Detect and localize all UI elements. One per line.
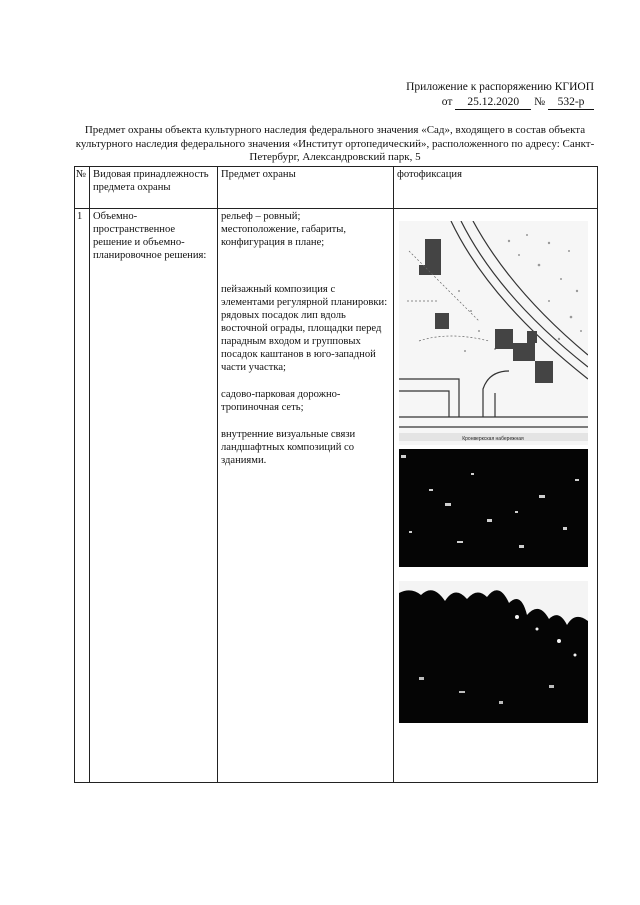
site-plan-map-image (399, 221, 588, 445)
row-photos (394, 209, 598, 783)
subject-paths: садово-парковая дорожно-тропиночная сеть; (221, 389, 341, 413)
subject-plantings: рядовых посадок лип вдоль восточной ограды, площадки перед парадным входом и групповых посадок каштанов в юго-западной части участка; (221, 310, 382, 373)
header-kind: Видовая принадлежность предмета охраны (90, 167, 218, 209)
row-number: 1 (75, 209, 90, 783)
row-kind: Объемно-пространственное решение и объемно-планировочное решения: (90, 209, 218, 783)
header-subject: Предмет охраны (218, 167, 394, 209)
garden-photo-1 (399, 449, 588, 567)
annex-from-label: от (441, 96, 453, 108)
map-street-label: Кронверкская набережная (462, 436, 524, 442)
header-photo: фотофиксация (394, 167, 598, 209)
table-row (75, 209, 598, 783)
annex-line1: Приложение к распоряжению КГИОП (406, 81, 594, 93)
header-number: № (75, 167, 90, 209)
annex-date: 25.12.2020 (455, 96, 531, 110)
subject-visual-links: внутренние визуальные связи ландшафтных композиций со зданиями. (221, 429, 356, 466)
subject-relief: рельеф – ровный; (221, 211, 301, 222)
subject-location: местоположение, габариты, конфигурация в плане; (221, 224, 347, 248)
annex-number: 532-р (548, 96, 594, 110)
annex-number-label: № (534, 96, 546, 108)
subject-landscape: пейзажный композиция с элементами регулярной планировки: (221, 284, 388, 308)
annex-date-line (406, 95, 594, 110)
table-header-row (75, 167, 598, 209)
document-title: Предмет охраны объекта культурного наследия федерального значения «Сад», входящего в состав объекта культурного наследия федерального значения «Институт ортопедический», расположенного по адресу: Санкт-Петербург, Александровский парк, 5 (75, 124, 595, 163)
protection-table (74, 166, 598, 783)
garden-photo-2 (399, 581, 588, 723)
row-subject (218, 209, 394, 783)
annex-header (406, 80, 594, 110)
